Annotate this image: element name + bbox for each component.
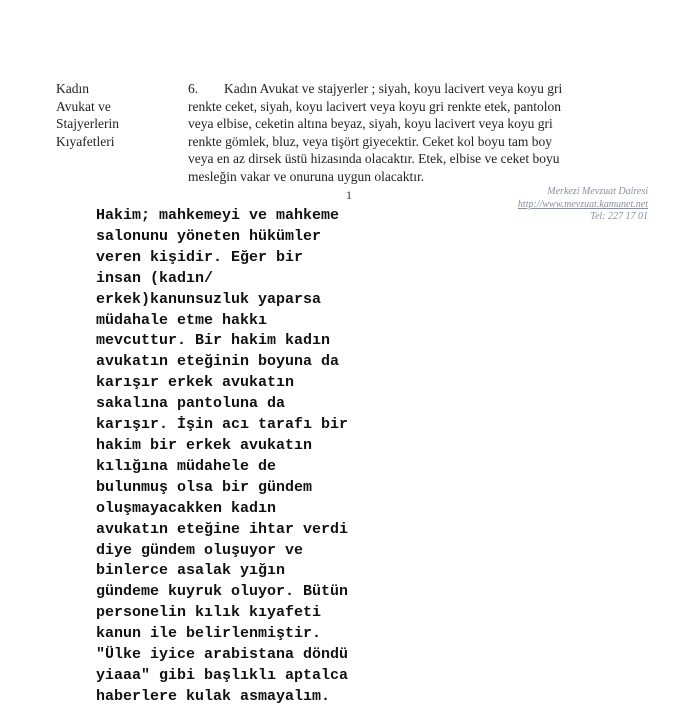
- commentary-line: avukatın eteğinin boyuna da: [96, 353, 340, 371]
- commentary-text: [96, 206, 656, 708]
- article-line: renkte ceket, siyah, koyu lacivert veya koyu gri renkte etek, pantolon: [188, 98, 561, 114]
- article-text: [188, 80, 648, 185]
- commentary-line: karışır erkek avukatın: [96, 374, 295, 392]
- side-heading: [56, 80, 156, 150]
- commentary-line: oluşmayacakken kadın: [96, 499, 277, 517]
- commentary-line: avukatın eteğine ihtar verdi: [96, 520, 349, 538]
- article-line: mesleğin vakar ve onuruna uygun olacaktır.: [188, 168, 425, 184]
- commentary-line: erkek)kanunsuzluk yaparsa: [96, 290, 322, 308]
- commentary-line: müdahale etme hakkı: [96, 311, 268, 329]
- commentary-line: haberlere kulak asmayalım.: [96, 687, 331, 705]
- side-heading-line: Stajyerlerin: [56, 116, 119, 131]
- commentary-line: Hakim; mahkemeyi ve mahkeme: [96, 207, 340, 224]
- article-line: renkte gömlek, bluz, veya tişört giyecektir. Ceket kol boyu tam boy: [188, 133, 553, 149]
- page-number: 1: [346, 188, 352, 202]
- commentary-line: karışır. İşin acı tarafı bir: [96, 416, 349, 434]
- commentary-line: veren kişidir. Eğer bir: [96, 248, 304, 266]
- commentary-line: mevcuttur. Bir hakim kadın: [96, 332, 331, 350]
- commentary-line: kılığına müdahele de: [96, 457, 277, 475]
- commentary-line: "Ülke iyice arabistana döndü: [96, 646, 349, 664]
- commentary-line: kanun ile belirlenmiştir.: [96, 625, 322, 643]
- commentary-line: insan (kadın/: [96, 269, 214, 287]
- side-heading-line: Kıyafetleri: [56, 133, 115, 149]
- stamp-url: http://www.mevzuat.kamunet.net: [517, 198, 648, 210]
- commentary-line: gündeme kuyruk oluyor. Bütün: [96, 583, 349, 601]
- commentary-line: bulunmuş olsa bir gündem: [96, 478, 313, 496]
- stamp-org: Merkezi Mevzuat Dairesi: [547, 186, 648, 197]
- article-line: Kadın Avukat ve stajyerler ; siyah, koyu lacivert veya koyu gri: [224, 81, 563, 96]
- side-heading-line: Kadın: [56, 81, 89, 96]
- commentary-line: sakalına pantoluna da: [96, 395, 286, 413]
- commentary-line: diye gündem oluşuyor ve: [96, 541, 304, 559]
- article-line: veya en az dirsek üstü hizasında olacaktır. Etek, elbise ve ceket boyu: [188, 151, 560, 166]
- stamp-phone: Tel: 227 17 01: [590, 211, 648, 222]
- commentary-line: yiaaa" gibi başlıklı aptalca: [96, 666, 349, 684]
- commentary-line: binlerce asalak yığın: [96, 562, 286, 580]
- commentary-line: salonunu yöneten hükümler: [96, 227, 322, 245]
- commentary-line: personelin kılık kıyafeti: [96, 604, 322, 622]
- commentary-line: hakim bir erkek avukatın: [96, 436, 313, 454]
- article-number: 6.: [188, 81, 199, 96]
- article-line: veya elbise, ceketin altına beyaz, siyah, koyu lacivert veya koyu gri: [188, 116, 553, 131]
- side-heading-line: Avukat ve: [56, 98, 111, 114]
